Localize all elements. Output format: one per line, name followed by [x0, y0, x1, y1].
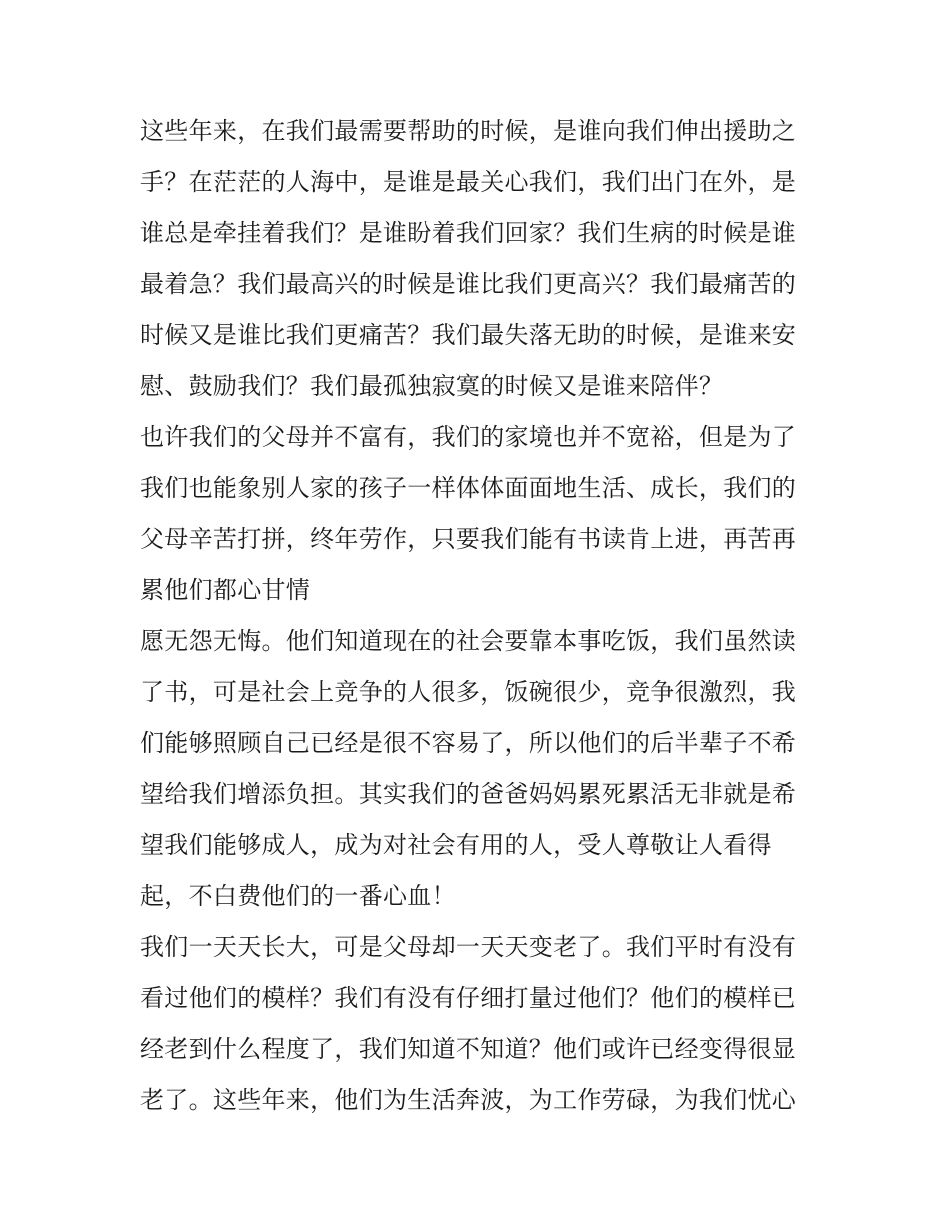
text-line: 望我们能够成人，成为对社会有用的人，受人尊敬让人看得 [140, 831, 772, 859]
text-line: 累他们都心甘情 [140, 576, 311, 604]
text-line: 最着急？我们最高兴的时候是谁比我们更高兴？我们最痛苦的 [140, 270, 797, 298]
text-line: 慰、鼓励我们？我们最孤独寂寞的时候又是谁来陪伴？ [140, 372, 724, 400]
text-line: 时候又是谁比我们更痛苦？我们最失落无助的时候，是谁来安 [140, 321, 797, 349]
text-line: 我们一天天长大，可是父母却一天天变老了。我们平时有没有 [140, 933, 797, 961]
text-line: 这些年来，在我们最需要帮助的时候，是谁向我们伸出援助之 [140, 117, 797, 145]
text-line: 愿无怨无悔。他们知道现在的社会要靠本事吃饭，我们虽然读 [140, 627, 797, 655]
text-line: 经老到什么程度了，我们知道不知道？他们或许已经变得很显 [140, 1035, 797, 1063]
text-line: 也许我们的父母并不富有，我们的家境也并不宽裕，但是为了 [140, 423, 797, 451]
text-line: 父母辛苦打拼，终年劳作，只要我们能有书读肯上进，再苦再 [140, 525, 797, 553]
text-line: 手？在茫茫的人海中，是谁是最关心我们，我们出门在外，是 [140, 168, 797, 196]
text-line: 望给我们增添负担。其实我们的爸爸妈妈累死累活无非就是希 [140, 780, 797, 808]
text-line: 我们也能象别人家的孩子一样体体面面地生活、成长，我们的 [140, 474, 797, 502]
text-line: 了书，可是社会上竞争的人很多，饭碗很少，竞争很激烈，我 [140, 678, 797, 706]
text-line: 谁总是牵挂着我们？是谁盼着我们回家？我们生病的时候是谁 [140, 219, 797, 247]
text-line: 们能够照顾自己已经是很不容易了，所以他们的后半辈子不希 [140, 729, 797, 757]
text-line: 老了。这些年来，他们为生活奔波，为工作劳碌，为我们忧心 [140, 1086, 797, 1114]
document-body [140, 106, 815, 1126]
text-line: 看过他们的模样？我们有没有仔细打量过他们？他们的模样已 [140, 984, 797, 1012]
text-line: 起，不白费他们的一番心血！ [140, 882, 456, 910]
